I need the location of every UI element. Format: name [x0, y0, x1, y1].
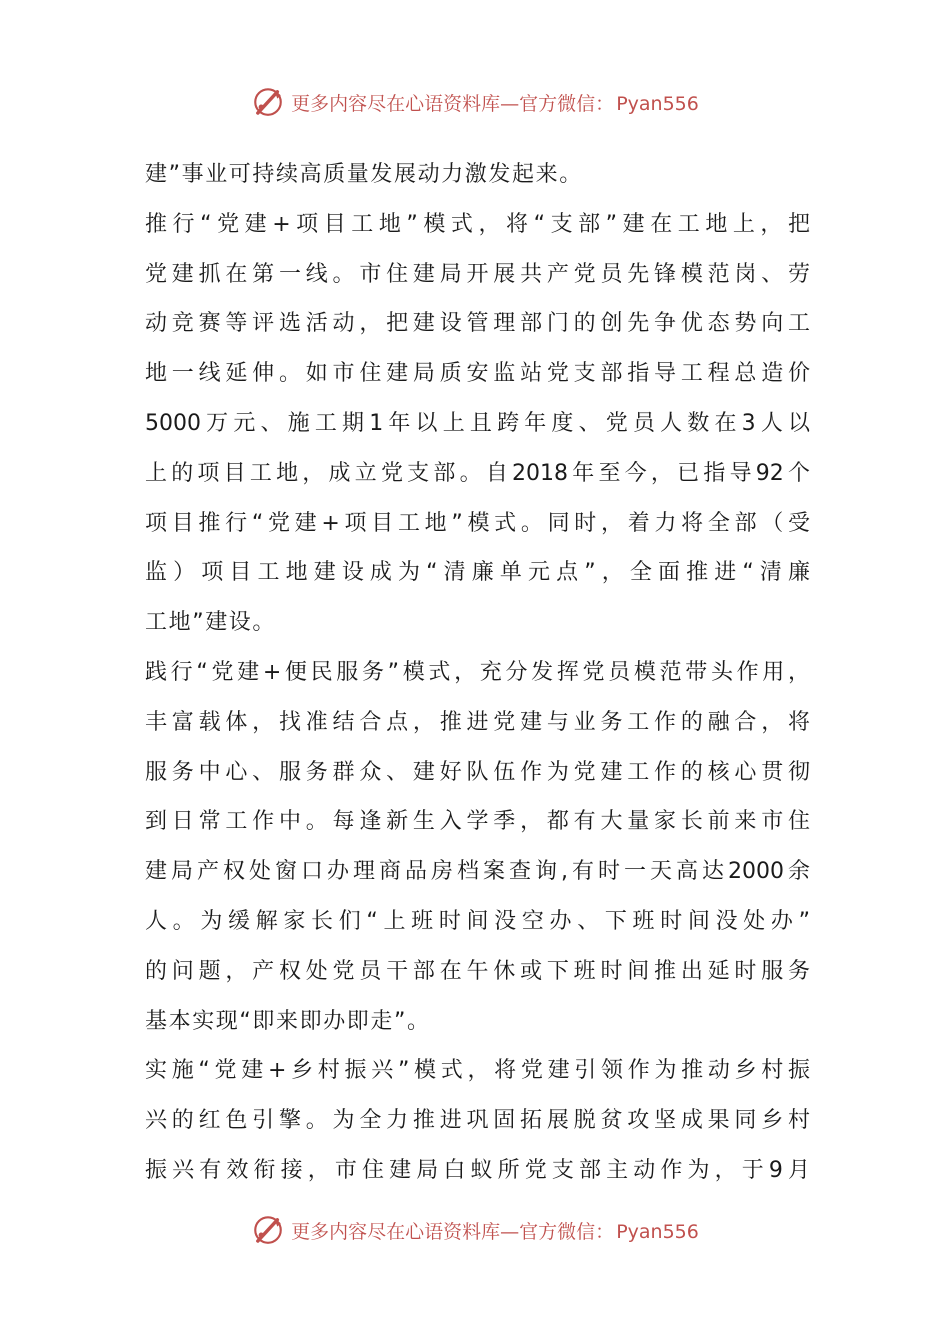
- banner-text: [291, 89, 699, 116]
- pen-logo-icon: [251, 1213, 285, 1247]
- text-line: 践行“党建+便民服务”模式，充分发挥党员模范带头作用，: [145, 659, 810, 685]
- text-line: 振兴有效衔接，市住建局白蚁所党支部主动作为，于9月: [145, 1157, 810, 1183]
- text-line: 兴的红色引擎。为全力推进巩固拓展脱贫攻坚成果同乡村: [145, 1108, 810, 1134]
- banner-contact-label: 官方微信：: [519, 1220, 615, 1243]
- text-line: 建”事业可持续高质量发展动力激发起来。: [145, 162, 583, 187]
- text-line: 工地”建设。: [145, 610, 276, 636]
- document-body: [145, 150, 810, 1196]
- text-line: 丰富载体，找准结合点，推进党建与业务工作的融合，将: [145, 709, 810, 735]
- text-line: 的问题，产权处党员干部在午休或下班时间推出延时服务: [145, 958, 810, 984]
- banner-contact-id: Pyan556: [616, 1220, 699, 1243]
- pen-logo-icon: [251, 85, 285, 119]
- text-line: 项目推行“党建+项目工地”模式。同时，着力将全部（受: [145, 510, 810, 536]
- text-line: 实施“党建+乡村振兴”模式，将党建引领作为推动乡村振: [145, 1058, 810, 1084]
- header-banner-inner: [251, 85, 699, 119]
- text-line: 地一线延伸。如市住建局质安监站党支部指导工程总造价: [145, 361, 810, 387]
- banner-dash: —: [500, 1220, 520, 1243]
- text-line: 基本实现“即来即办即走”。: [145, 1008, 431, 1034]
- banner-contact-id: Pyan556: [616, 92, 699, 115]
- footer-banner-inner: [251, 1213, 699, 1247]
- text-line: 监）项目工地建设成为“清廉单元点”，全面推进“清廉: [145, 560, 810, 586]
- text-line: 建局产权处窗口办理商品房档案查询,有时一天高达2000余: [145, 859, 810, 885]
- banner-dash: —: [500, 92, 520, 115]
- text-line: 人。为缓解家长们“上班时间没空办、下班时间没处办”: [145, 908, 810, 934]
- text-line: 动竞赛等评选活动，把建设管理部门的创先争优态势向工: [145, 311, 810, 337]
- banner-text: [291, 1217, 699, 1244]
- banner-contact-label: 官方微信：: [519, 92, 615, 115]
- text-line: 上的项目工地，成立党支部。自2018年至今，已指导92个: [145, 460, 810, 486]
- header-banner: [0, 82, 950, 122]
- footer-banner: [0, 1210, 950, 1250]
- banner-site-text: 更多内容尽在心语资料库: [291, 92, 501, 115]
- text-line: 推行“党建+项目工地”模式，将“支部”建在工地上，把: [145, 211, 810, 237]
- text-line: 到日常工作中。每逢新生入学季，都有大量家长前来市住: [145, 809, 810, 835]
- text-line: 服务中心、服务群众、建好队伍作为党建工作的核心贯彻: [145, 759, 810, 785]
- banner-site-text: 更多内容尽在心语资料库: [291, 1220, 501, 1243]
- text-line: 5000万元、施工期1年以上且跨年度、党员人数在3人以: [145, 410, 810, 436]
- text-line: 党建抓在第一线。市住建局开展共产党员先锋模范岗、劳: [145, 261, 810, 287]
